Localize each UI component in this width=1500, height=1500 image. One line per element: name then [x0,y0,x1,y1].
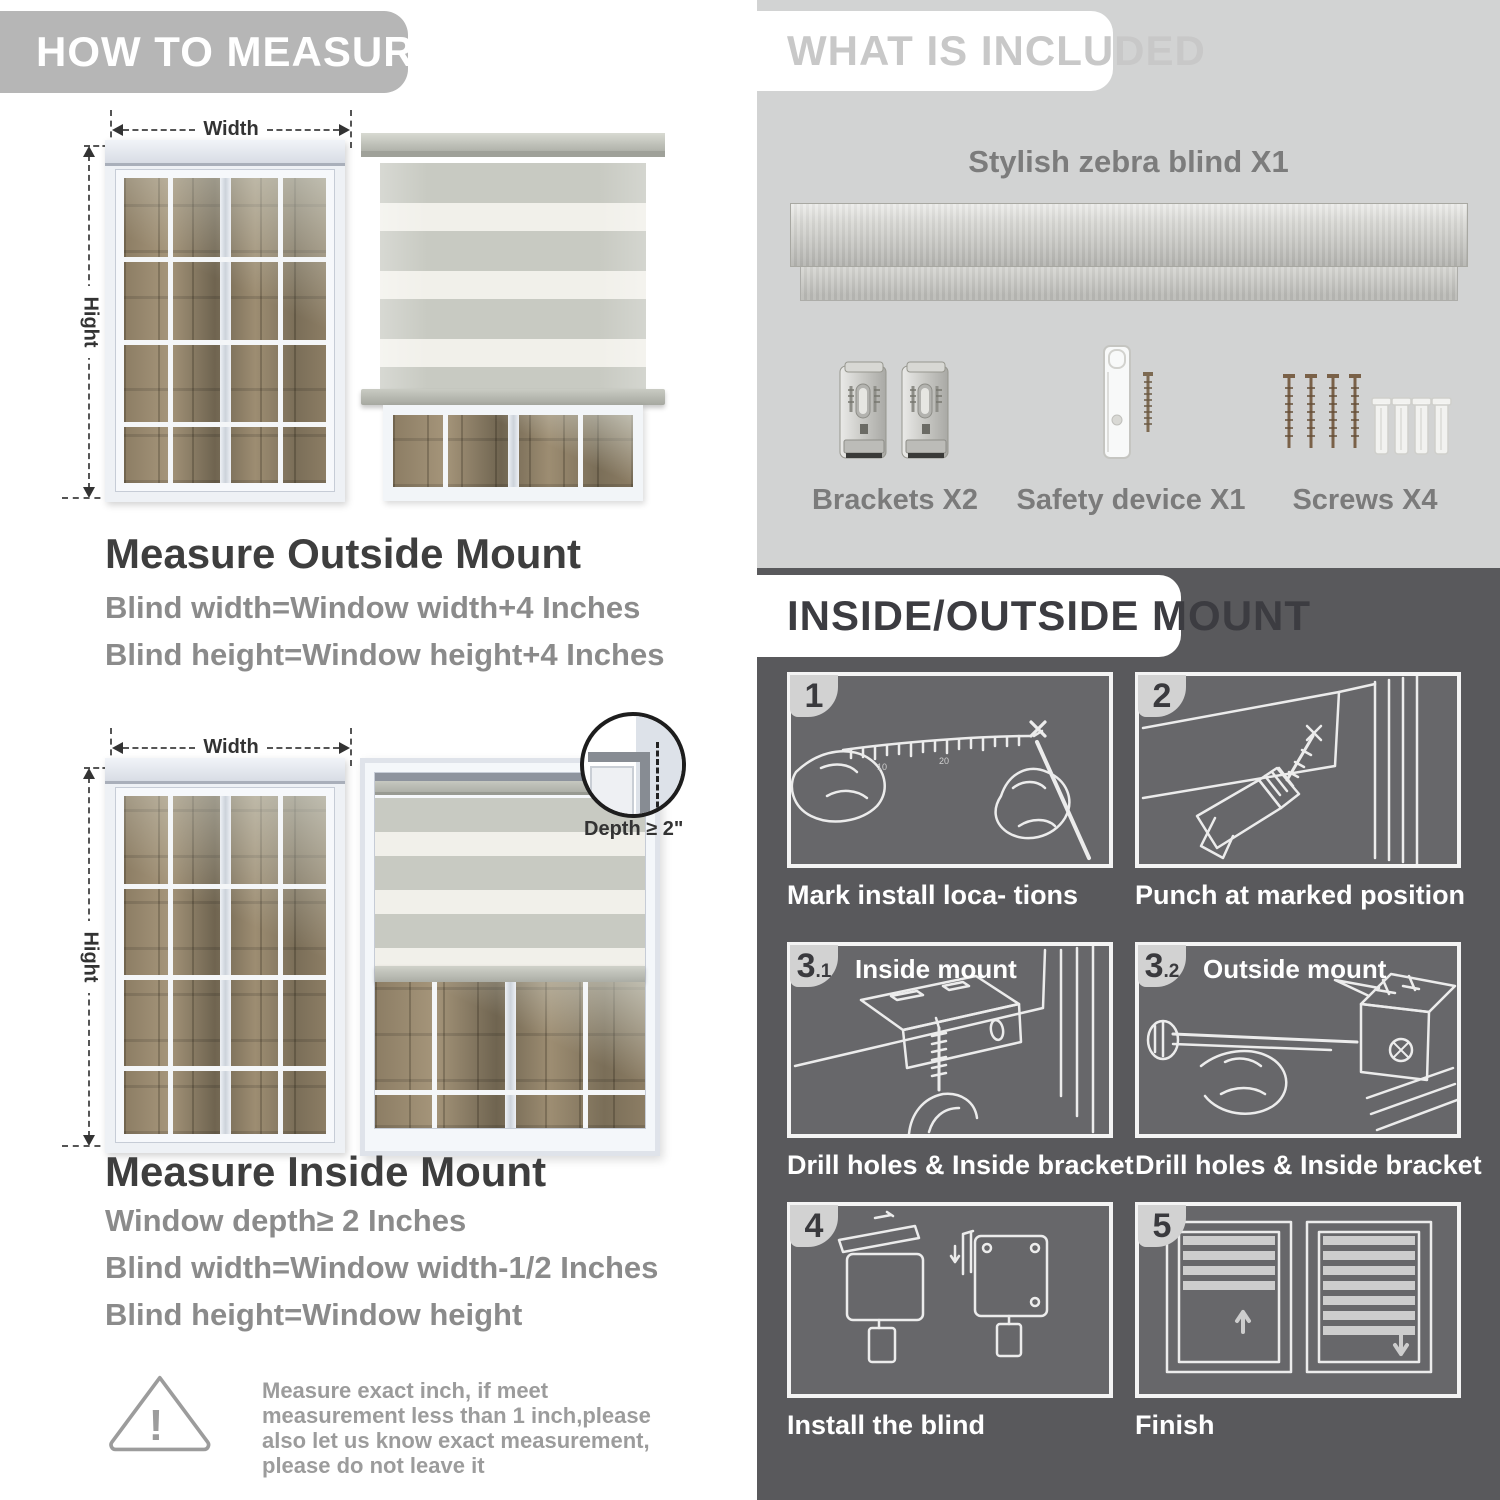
arrow-up-icon [83,146,95,157]
outside-mount-heading: Measure Outside Mount [105,530,582,577]
dimension-tick [350,110,352,148]
step-panel-5 [1135,1202,1461,1398]
finish-illustration [1139,1206,1457,1394]
step-number-badge: 4 [790,1205,838,1247]
outside-mount-label: Outside mount [1203,954,1387,984]
inside-formula-height: Blind height=Window height [105,1297,523,1332]
inside-mount-label: Inside mount [855,954,1017,984]
window-reflection-photo [124,178,326,483]
step-caption-4: Install the blind [787,1410,986,1440]
included-item-brackets [779,336,1011,517]
how-to-measure-header: HOW TO MEASURE [0,11,408,93]
height-label: Hight [74,286,107,358]
step-panel-4 [787,1202,1113,1398]
window-photo-inside [105,758,345,1153]
step-caption-1: Mark install loca- tions [787,880,1079,910]
included-item-screws [1251,336,1479,517]
step-caption-3-1: Drill holes & Inside bracket [787,1150,1134,1180]
depth-detail-circle [580,712,686,818]
brackets-label: Brackets X2 [811,484,979,516]
mark-locations-illustration [791,676,1109,864]
blind-bottom-rail [375,966,645,982]
safety-device-label: Safety device X1 [1016,484,1246,516]
arrow-right-icon [339,124,350,136]
bracket-icon [838,360,890,464]
window-photo-outside [105,140,345,502]
arrow-left-icon [112,742,123,754]
arrow-left-icon [112,124,123,136]
window-reflection-photo [375,982,645,1128]
blind-fabric [380,163,646,389]
arrow-right-icon [339,742,350,754]
step-number-badge: 3 .2 [1138,945,1186,987]
step-caption-3-2: Drill holes & Inside bracket [1135,1150,1482,1180]
outside-formula-height: Blind height=Window height+4 Inches [105,637,665,672]
inside-formula-depth: Window depth≥ 2 Inches [105,1203,467,1238]
blind-bottom-rail [361,389,665,405]
step-caption-2: Punch at marked position [1135,880,1466,910]
outside-formula-width: Blind width=Window width+4 Inches [105,590,641,625]
width-label: Width [203,736,259,758]
bracket-icon [900,360,952,464]
step-panel-1 [787,672,1113,868]
zebra-blind-outside [367,133,659,503]
step-caption-5: Finish [1135,1410,1215,1440]
inside-formula-width: Blind width=Window width-1/2 Inches [105,1250,659,1285]
step-number-badge: 1 [790,675,838,717]
included-item-safety-device [1013,336,1249,517]
svg-text:10: 10 [877,762,888,772]
blind-headrail [361,133,665,157]
step-panel-2 [1135,672,1461,868]
warning-triangle-icon [100,1374,220,1458]
arrow-up-icon [83,768,95,779]
blind-valance-image [800,267,1458,301]
blind-headrail-image [790,203,1468,267]
width-label: Width [203,118,259,140]
what-is-included-header: WHAT IS INCLUDED [757,11,1113,91]
screws-label: Screws X4 [1292,484,1438,516]
screws-icon [1277,368,1453,464]
step-panel-3-1 [787,942,1113,1138]
inside-mount-heading: Measure Inside Mount [105,1148,547,1195]
install-blind-illustration [791,1206,1109,1394]
svg-text:20: 20 [939,756,950,766]
mount-instructions-section [757,568,1500,1500]
product-title: Stylish zebra blind X1 [968,144,1289,179]
window-reflection-photo [124,796,326,1134]
drill-illustration [1139,676,1457,864]
svg-text:!: ! [148,1401,164,1450]
step-number-badge: 3 .1 [790,945,838,987]
depth-label: Depth ≥ 2" [584,818,684,840]
step-panel-3-2 [1135,942,1461,1138]
measurement-warning-text: Measure exact inch, if meet measurement less than 1 inch,please also let us know exact measurement, please do not leave it [262,1378,651,1478]
step-number-badge: 5 [1138,1205,1186,1247]
step-number-badge: 2 [1138,675,1186,717]
height-label: Hight [74,921,107,993]
window-under-blind [383,405,643,501]
mount-section-header: INSIDE/OUTSIDE MOUNT [757,575,1181,657]
safety-device-icon [1096,342,1166,464]
